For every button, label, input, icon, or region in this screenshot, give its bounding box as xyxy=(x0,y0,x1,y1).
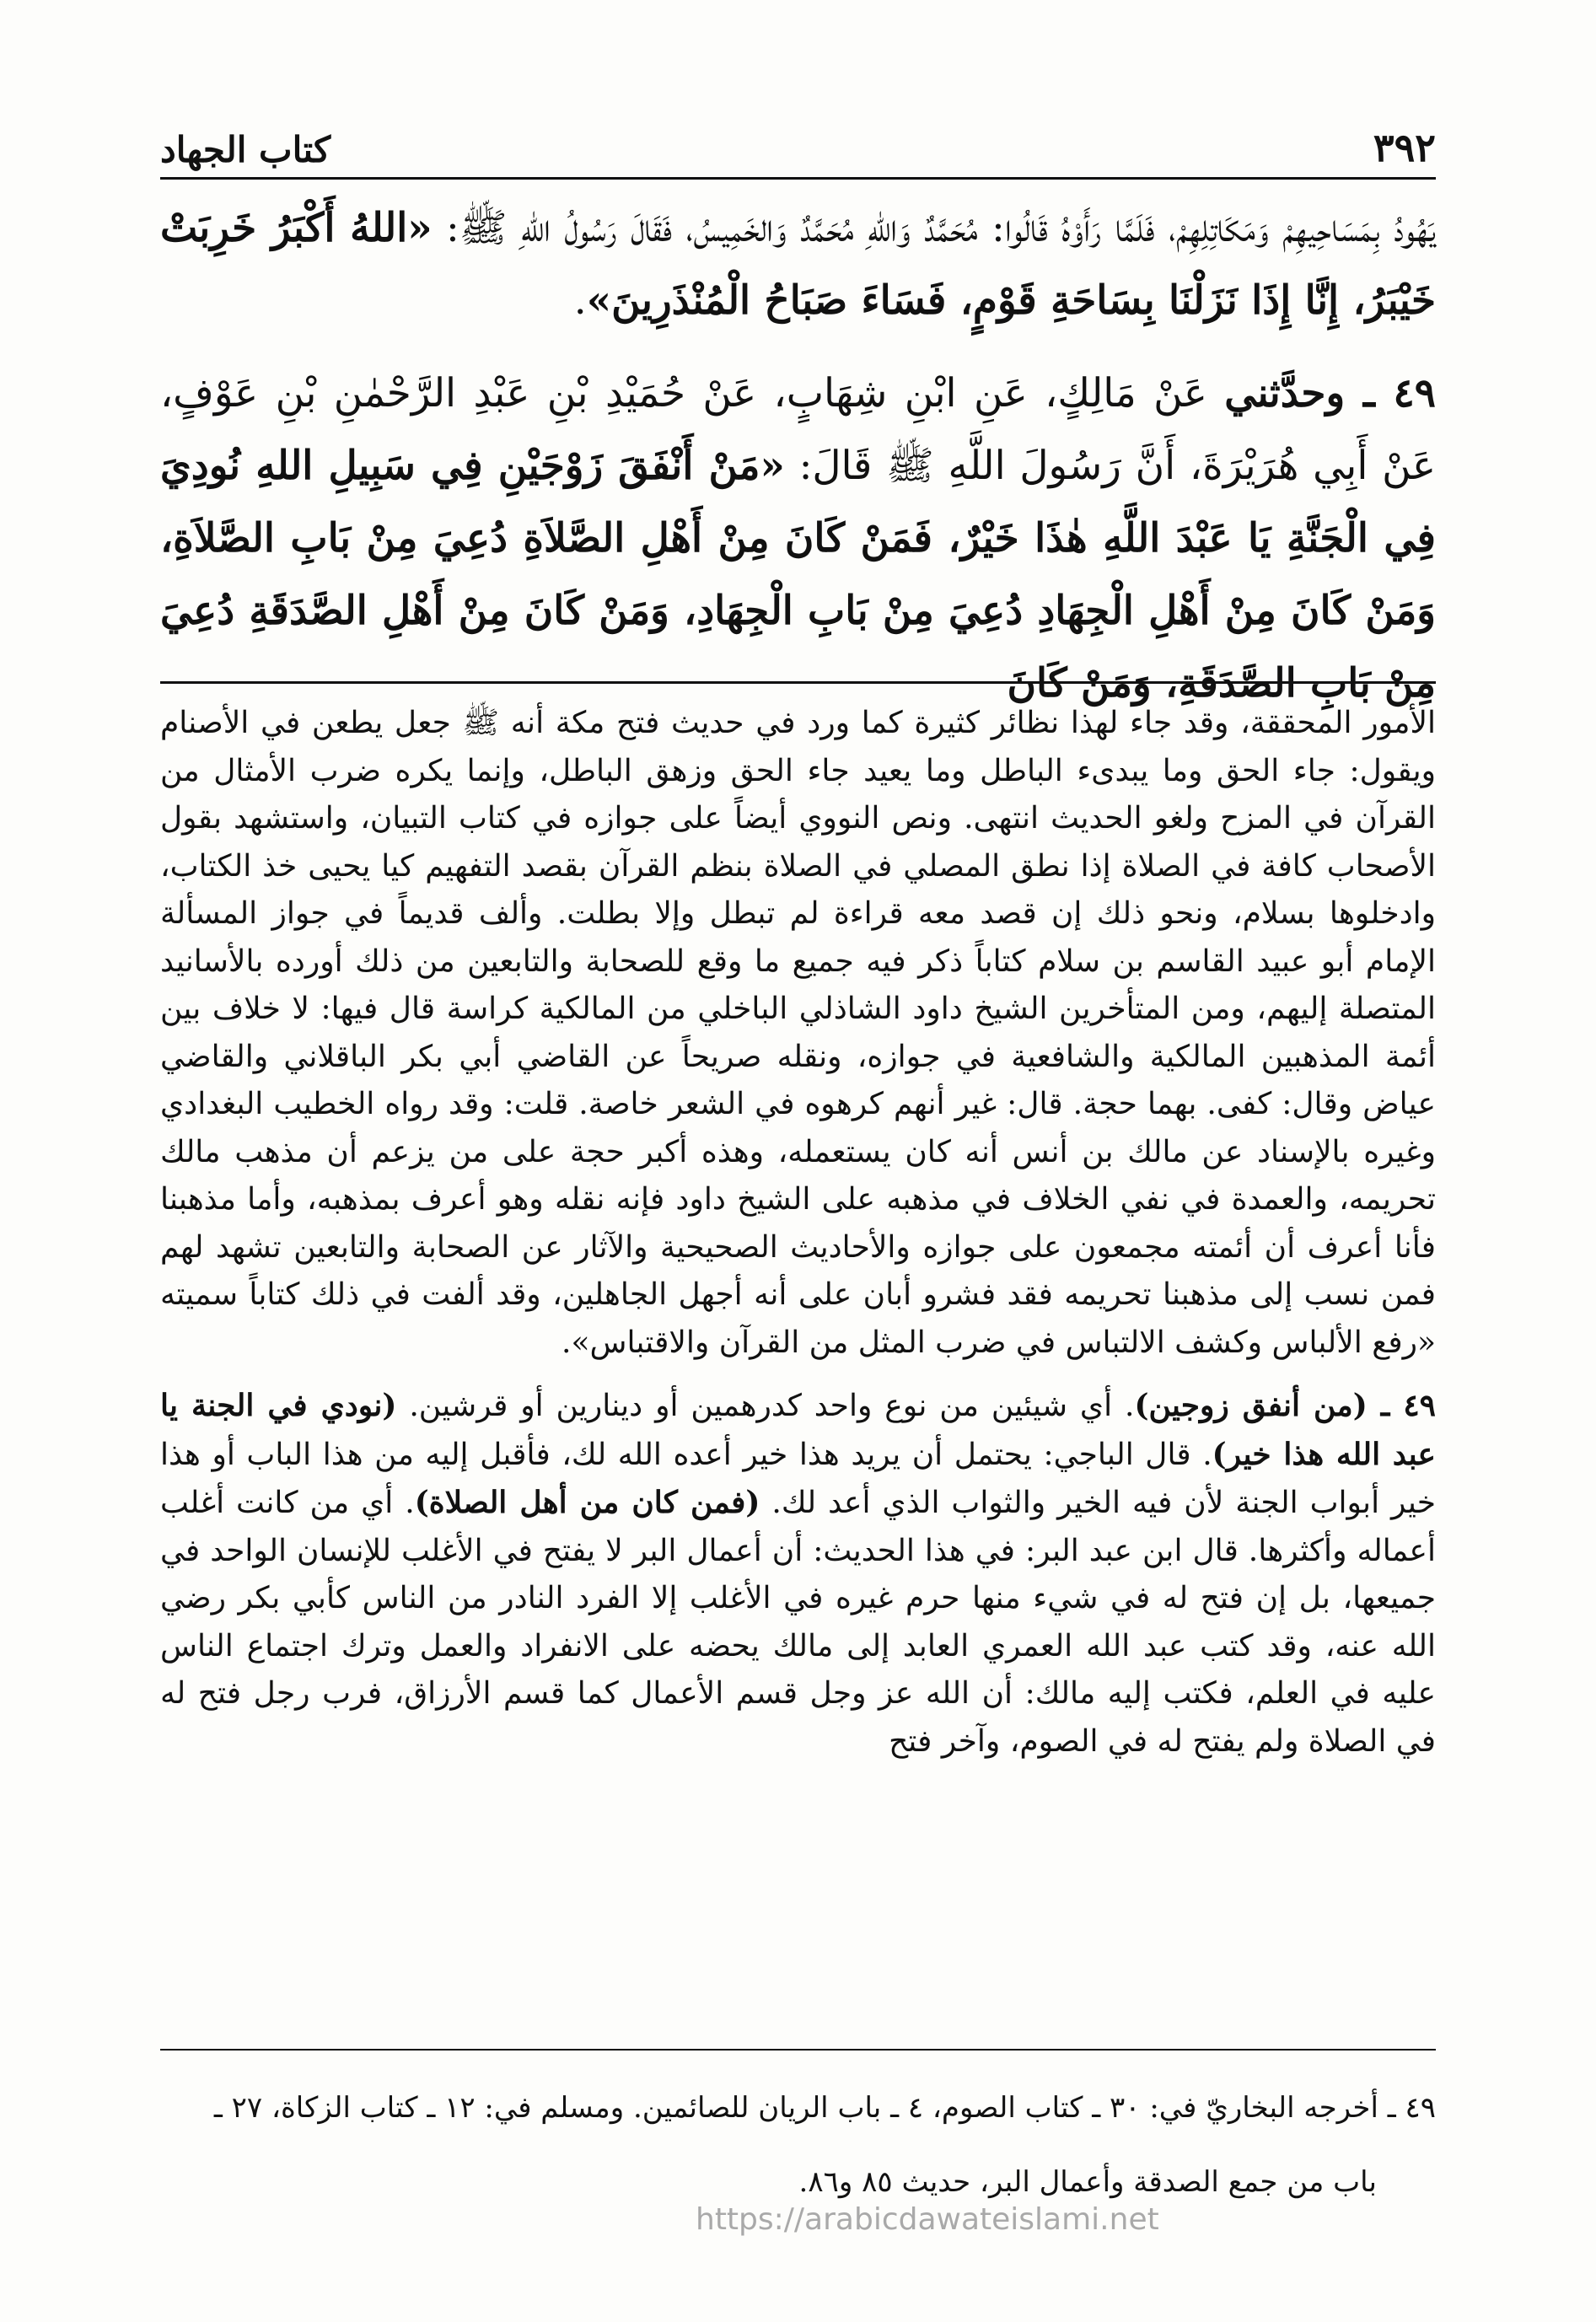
commentary-lemma-1: (من أنفق زوجين) xyxy=(1134,1388,1368,1423)
running-title: كتاب الجهاد xyxy=(160,129,331,170)
hadith-text-block xyxy=(160,192,1436,720)
footnote-line-1: ٤٩ ـ أخرجه البخاريّ في: ٣٠ ـ كتاب الصوم، ٤ ـ باب الريان للصائمين. ومسلم في: ١٢ ـ كتاب الزكاة، ٢٧ ـ xyxy=(213,2091,1436,2125)
footnote-line-2: باب من جمع الصدقة وأعمال البر، حديث ٨٥ و٨٦. xyxy=(798,2165,1377,2199)
hadith-49 xyxy=(160,357,1436,720)
hadith-49-chain: عَنْ مَالِكٍ، عَنِ ابْنِ شِهَابٍ، عَنْ حُمَيْدِ بْنِ عَبْدِ الرَّحْمٰنِ بْنِ عَوْفٍ، عَنْ أَبِي هُرَيْرَةَ، أَنَّ رَسُولَ اللَّهِ ﷺ قَالَ: xyxy=(160,370,1436,489)
page-number: ٣٩٢ xyxy=(1373,125,1436,170)
hadith-line-2-plain: اللهِ ﷺ: xyxy=(432,205,551,251)
commentary-lemma-2: (نودي في الجنة يا عبد الله هذا خير) xyxy=(160,1388,1436,1472)
commentary-text-3: . أي من كانت أغلب أعماله وأكثرها. قال ابن عبد البر: في هذا الحديث: أن أعمال البر لا يفتح في الأغلب للإنسان الواحد في جميعها، بل إن فتح له في شيء منها حرم غيره في الأغلب إلا الفرد النادر من الناس كأبي بكر رضي الله عنه، وقد كتب عبد الله العمري العابد إلى مالك يحضه على الانفراد والعمل وترك اجتماع الناس عليه في العلم، فكتب إليه مالك: أن الله عز وجل قسم الأعمال كما قسم الأرزاق، فرب رجل فتح له في الصلاة ولم يفتح له في الصوم، وآخر فتح xyxy=(160,1486,1436,1759)
commentary-49-number: ٤٩ ـ xyxy=(1367,1388,1436,1423)
commentary-text-2: . قال الباجي: يحتمل أن يريد هذا خير أعده الله لك، فأقبل إليه من هذا الباب أو هذا خير أبواب الجنة لأن فيه الخير والثواب الذي أعد لك. xyxy=(160,1437,1437,1520)
hadith-49-matn: «مَنْ أَنْفَقَ زَوْجَيْنِ فِي سَبِيلِ اللهِ نُودِيَ فِي الْجَنَّةِ يَا عَبْدَ اللَّهِ هٰذَا خَيْرٌ، فَمَنْ كَانَ مِنْ أَهْلِ الصَّلاَةِ دُعِيَ مِنْ بَابِ الصَّلاَةِ، وَمَنْ كَانَ مِنْ أَهْلِ الْجِهَادِ دُعِيَ مِنْ بَابِ الْجِهَادِ، وَمَنْ كَانَ مِنْ أَهْلِ الصَّدَقَةِ دُعِيَ مِنْ بَابِ الصَّدَقَةِ، وَمَنْ كَانَ xyxy=(160,443,1436,707)
footnote-block xyxy=(160,2071,1436,2219)
watermark: https://arabicdawateislami.net xyxy=(696,2202,1159,2237)
commentary-lemma-3: (فمن كان من أهل الصلاة) xyxy=(414,1485,760,1520)
hadith-continuation xyxy=(160,192,1436,337)
hadith-49-number: ٤٩ ـ xyxy=(1345,370,1436,417)
footnote-divider xyxy=(160,2049,1436,2051)
text-commentary-divider xyxy=(160,681,1436,684)
hadith-prophetic-quote: «اللهُ أَكْبَرُ خَرِبَتْ خَيْبَرُ، إِنَّا إِذَا نَزَلْنَا بِسَاحَةِ قَوْمٍ، فَسَاءَ صَبَاحُ الْمُنْذَرِينَ» xyxy=(160,205,1436,324)
hadith-line-2-end: . xyxy=(573,277,587,324)
page-header xyxy=(160,116,1436,180)
commentary-block xyxy=(160,700,1436,1766)
hadith-49-intro: وحدَّثني xyxy=(1224,370,1346,417)
hadith-line-1: يَهُودُ بِمَسَاحِيهِمْ وَمَكَاتِلِهِمْ، فَلَمَّا رَأَوْهُ قَالُوا: مُحَمَّدٌ وَاللهِ مُحَمَّدٌ وَالخَمِيسُ، فَقَالَ رَسُولُ xyxy=(564,205,1436,251)
commentary-text-1: . أي شيئين من نوع واحد كدرهمين أو دينارين أو قرشين. xyxy=(396,1389,1135,1423)
commentary-paragraph-1: الأمور المحققة، وقد جاء لهذا نظائر كثيرة كما ورد في حديث فتح مكة أنه ﷺ جعل يطعن في الأصنام ويقول: جاء الحق وما يبدىء الباطل وما يعيد جاء الحق وزهق الباطل، وإنما يكره ضرب الأمثال من القرآن في المزح ولغو الحديث انتهى. ونص النووي أيضاً على جوازه في كتاب التبيان، واستشهد بقول الأصحاب كافة في الصلاة إذا نطق المصلي في الصلاة بنظم القرآن بقصد التفهيم كيا يحيى خذ الكتاب، وادخلوها بسلام، ونحو ذلك إن قصد معه قراءة لم تبطل وإلا بطلت. وألف قديماً في جواز المسألة الإمام أبو عبيد القاسم بن سلام كتاباً ذكر فيه جميع ما وقع للصحابة والتابعين من ذلك أورده بالأسانيد المتصلة إليهم، ومن المتأخرين الشيخ داود الشاذلي الباخلي من المالكية كراسة قال فيها: لا خلاف بين أئمة المذهبين المالكية والشافعية في جوازه، ونقله صريحاً عن القاضي أبي بكر الباقلاني والقاضي عياض وقال: كفى. بهما حجة. قال: غير أنهم كرهوه في الشعر خاصة. قلت: وقد رواه الخطيب البغدادي وغيره بالإسناد عن مالك بن أنس أنه كان يستعمله، وهذه أكبر حجة على من يزعم أن مذهب مالك تحريمه، والعمدة في نفي الخلاف في مذهبه على الشيخ داود فإنه نقله وهو أعرف بمذهبه، وأما مذهبنا فأنا أعرف أن أئمته مجمعون على جوازه والأحاديث الصحيحية والآثار عن الصحابة والتابعين تشهد لهم فمن نسب إلى مذهبنا تحريمه فقد فشرو أبان على أنه أجهل الجاهلين، وقد ألفت في ذلك كتاباً سميته «رفع الألباس وكشف الالتباس في ضرب المثل من القرآن والاقتباس». xyxy=(160,706,1436,1360)
commentary-paragraph-2 xyxy=(160,1382,1436,1766)
